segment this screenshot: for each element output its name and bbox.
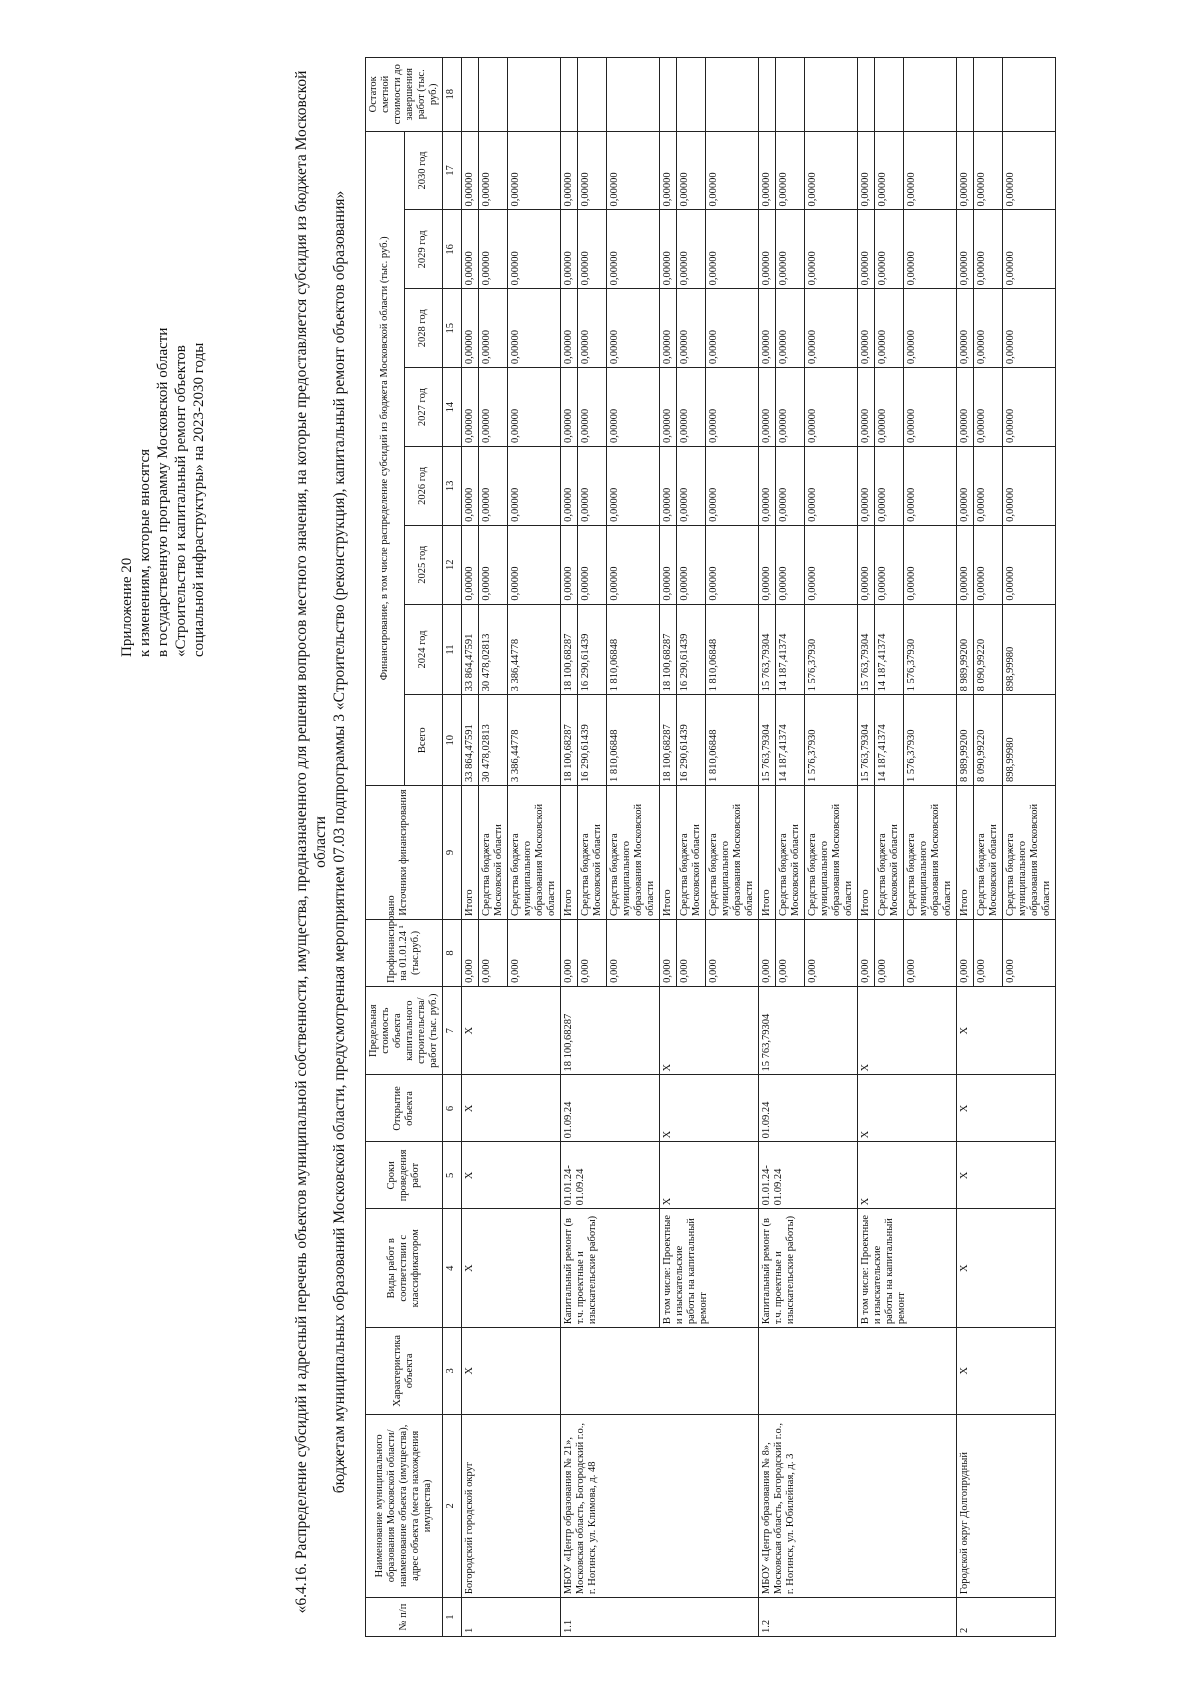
year-value: 0,00000 (904, 289, 957, 368)
funding-source: Средства бюджета Московской области (677, 786, 706, 920)
limit-cost: X (858, 986, 957, 1075)
row-number: 1.2 (759, 1598, 957, 1637)
header-year: 2030 год (404, 131, 443, 210)
year-value: 0,00000 (677, 368, 706, 447)
column-number: 18 (443, 58, 462, 132)
year-value: 0,00000 (904, 446, 957, 525)
remainder-value (957, 58, 974, 132)
year-value: 0,00000 (660, 446, 677, 525)
year-2024-value: 1 576,37930 (805, 604, 858, 695)
total-value: 1 576,37930 (904, 695, 957, 786)
year-value: 0,00000 (706, 525, 759, 604)
year-value: 0,00000 (561, 525, 578, 604)
year-2024-value: 15 763,79304 (759, 604, 776, 695)
year-value: 0,00000 (578, 131, 607, 210)
funding-source: Итого (561, 786, 578, 920)
year-value: 0,00000 (462, 210, 479, 289)
year-value: 0,00000 (858, 289, 875, 368)
funding-source: Средства бюджета муниципального образования Московской области (706, 786, 759, 920)
year-value: 0,00000 (1003, 131, 1056, 210)
document-heading (292, 47, 349, 1637)
year-value: 0,00000 (759, 131, 776, 210)
year-value: 0,00000 (462, 289, 479, 368)
column-number: 2 (443, 1414, 462, 1598)
prefinanced-value: 0,000 (974, 919, 1003, 986)
works-terms: X (858, 1142, 957, 1209)
remainder-value (462, 58, 479, 132)
object-opening: 01.09.24 (759, 1075, 858, 1142)
column-number: 8 (443, 919, 462, 986)
year-value: 0,00000 (479, 525, 508, 604)
prefinanced-value: 0,000 (677, 919, 706, 986)
year-value: 0,00000 (578, 210, 607, 289)
total-value: 16 290,61439 (578, 695, 607, 786)
year-value: 0,00000 (1003, 210, 1056, 289)
header-terms: Сроки проведения работ (366, 1142, 443, 1209)
remainder-value (759, 58, 776, 132)
works-type: В том числе: Проектные и изыскательские работы на капитальный ремонт (858, 1209, 957, 1328)
year-value: 0,00000 (904, 210, 957, 289)
year-2024-value: 16 290,61439 (677, 604, 706, 695)
object-name: Городской округ Долгопрудный (957, 1414, 1056, 1598)
year-value: 0,00000 (776, 525, 805, 604)
prefinanced-value: 0,000 (706, 919, 759, 986)
total-value: 8 090,99220 (974, 695, 1003, 786)
year-value: 0,00000 (1003, 525, 1056, 604)
year-value: 0,00000 (677, 131, 706, 210)
total-value: 8 989,99200 (957, 695, 974, 786)
remainder-value (776, 58, 805, 132)
year-value: 0,00000 (462, 446, 479, 525)
year-value: 0,00000 (805, 525, 858, 604)
appendix-line: социальной инфраструктуры» на 2023-2030 годы (191, 342, 207, 657)
year-2024-value: 30 478,02813 (479, 604, 508, 695)
year-value: 0,00000 (479, 131, 508, 210)
year-value: 0,00000 (706, 368, 759, 447)
column-number: 1 (443, 1598, 462, 1637)
year-value: 0,00000 (776, 131, 805, 210)
row-number: 1 (462, 1598, 561, 1637)
year-value: 0,00000 (974, 131, 1003, 210)
object-opening: X (660, 1075, 759, 1142)
year-value: 0,00000 (607, 446, 660, 525)
remainder-value (805, 58, 858, 132)
year-value: 0,00000 (776, 289, 805, 368)
remainder-value (1003, 58, 1056, 132)
column-number: 6 (443, 1075, 462, 1142)
prefinanced-value: 0,000 (1003, 919, 1056, 986)
year-2024-value: 18 100,68287 (561, 604, 578, 695)
year-value: 0,00000 (805, 210, 858, 289)
year-value: 0,00000 (578, 289, 607, 368)
year-value: 0,00000 (858, 210, 875, 289)
prefinanced-value: 0,000 (479, 919, 508, 986)
header-year: 2027 год (404, 368, 443, 447)
object-opening: X (462, 1075, 561, 1142)
column-number: 4 (443, 1209, 462, 1328)
header-remainder: Остаток сметной стоимости до завершения работ (тыс. руб.) (366, 58, 443, 132)
year-value: 0,00000 (578, 368, 607, 447)
remainder-value (875, 58, 904, 132)
works-type: X (462, 1209, 561, 1328)
year-value: 0,00000 (578, 446, 607, 525)
prefinanced-value: 0,000 (462, 919, 479, 986)
prefinanced-value: 0,000 (776, 919, 805, 986)
remainder-value (508, 58, 561, 132)
table-row (957, 58, 974, 1637)
prefinanced-value: 0,000 (607, 919, 660, 986)
year-value: 0,00000 (706, 446, 759, 525)
year-value: 0,00000 (858, 368, 875, 447)
year-value: 0,00000 (974, 446, 1003, 525)
works-terms: X (462, 1142, 561, 1209)
total-value: 14 187,41374 (875, 695, 904, 786)
remainder-value (660, 58, 677, 132)
year-value: 0,00000 (957, 210, 974, 289)
year-value: 0,00000 (1003, 368, 1056, 447)
year-2024-value: 898,99980 (1003, 604, 1056, 695)
year-value: 0,00000 (759, 525, 776, 604)
remainder-value (706, 58, 759, 132)
total-value: 1 810,06848 (607, 695, 660, 786)
column-number: 9 (443, 786, 462, 920)
year-value: 0,00000 (805, 289, 858, 368)
year-value: 0,00000 (875, 210, 904, 289)
total-value: 15 763,79304 (858, 695, 875, 786)
row-number: 1.1 (561, 1598, 759, 1637)
column-number-row (443, 58, 462, 1637)
heading-line-1: «6.4.16. Распределение субсидий и адресный перечень объектов муниципальной собственности, имущества, предназначенного для решения вопросов местного значения, на которые предоставляется субсидия из бюджета Московской области (293, 70, 329, 1614)
year-value: 0,00000 (660, 131, 677, 210)
year-value: 0,00000 (974, 289, 1003, 368)
prefinanced-value: 0,000 (875, 919, 904, 986)
year-value: 0,00000 (479, 368, 508, 447)
year-2024-value: 14 187,41374 (875, 604, 904, 695)
column-number: 16 (443, 210, 462, 289)
object-name: МБОУ «Центр образования № 8», Московская область, Богородский г.о., г. Ногинск, ул. Юбилейная, д. 3 (759, 1414, 957, 1598)
total-value: 33 864,47591 (462, 695, 479, 786)
limit-cost: X (957, 986, 1056, 1075)
prefinanced-value: 0,000 (858, 919, 875, 986)
object-opening: 01.09.24 (561, 1075, 660, 1142)
limit-cost: X (660, 986, 759, 1075)
year-value: 0,00000 (508, 131, 561, 210)
appendix-line: к изменениям, которые вносятся (137, 448, 153, 657)
total-value: 15 763,79304 (759, 695, 776, 786)
year-2024-value: 8 090,99220 (974, 604, 1003, 695)
funding-source: Итого (759, 786, 776, 920)
works-type: X (957, 1209, 1056, 1328)
year-value: 0,00000 (479, 446, 508, 525)
object-name: Богородский городской округ (462, 1414, 561, 1598)
year-value: 0,00000 (479, 289, 508, 368)
year-value: 0,00000 (904, 525, 957, 604)
year-2024-value: 33 864,47591 (462, 604, 479, 695)
prefinanced-value: 0,000 (561, 919, 578, 986)
year-value: 0,00000 (561, 446, 578, 525)
header-financing: Финансирование, в том числе распределение субсидий из бюджета Московской области (тыс. руб.) (366, 131, 405, 785)
remainder-value (677, 58, 706, 132)
prefinanced-value: 0,000 (805, 919, 858, 986)
year-value: 0,00000 (904, 131, 957, 210)
total-value: 14 187,41374 (776, 695, 805, 786)
object-characteristic (759, 1328, 957, 1414)
year-value: 0,00000 (805, 446, 858, 525)
table-row (462, 58, 479, 1637)
header-works: Виды работ в соответствии с классификатором (366, 1209, 443, 1328)
funding-source: Средства бюджета муниципального образования Московской области (805, 786, 858, 920)
remainder-value (974, 58, 1003, 132)
year-value: 0,00000 (660, 525, 677, 604)
column-number: 14 (443, 368, 462, 447)
funding-source: Итого (660, 786, 677, 920)
table-row (759, 58, 776, 1637)
year-value: 0,00000 (776, 446, 805, 525)
limit-cost: 15 763,79304 (759, 986, 858, 1075)
year-value: 0,00000 (462, 525, 479, 604)
appendix-note (118, 137, 208, 657)
year-value: 0,00000 (677, 525, 706, 604)
year-value: 0,00000 (759, 446, 776, 525)
header-limit-cost: Предельная стоимость объекта капитального строительства/ работ (тыс. руб.) (366, 986, 443, 1075)
year-value: 0,00000 (858, 525, 875, 604)
subsidy-table (365, 57, 1056, 1637)
heading-line-2: бюджетам муниципальных образований Московской области, предусмотренная мероприятием 07.03 подпрограммы 3 «Строительство (реконструкция), капитальный ремонт объектов образования» (331, 190, 348, 1494)
object-characteristic: X (462, 1328, 561, 1414)
column-number: 5 (443, 1142, 462, 1209)
works-terms: 01.01.24-01.09.24 (561, 1142, 660, 1209)
header-year: 2026 год (404, 446, 443, 525)
total-value: 30 478,02813 (479, 695, 508, 786)
works-type: В том числе: Проектные и изыскательские работы на капитальный ремонт (660, 1209, 759, 1328)
appendix-line: «Строительство и капитальный ремонт объектов (173, 345, 189, 657)
year-value: 0,00000 (706, 289, 759, 368)
year-value: 0,00000 (974, 368, 1003, 447)
year-value: 0,00000 (759, 289, 776, 368)
header-prefinanced: Профинансировано на 01.01.24 ¹ (тыс.руб.) (366, 919, 443, 986)
works-terms: X (957, 1142, 1056, 1209)
year-value: 0,00000 (677, 289, 706, 368)
funding-source: Средства бюджета муниципального образования Московской области (1003, 786, 1056, 920)
funding-source: Средства бюджета муниципального образования Московской области (607, 786, 660, 920)
total-value: 3 386,44778 (508, 695, 561, 786)
year-value: 0,00000 (957, 446, 974, 525)
year-value: 0,00000 (776, 210, 805, 289)
year-value: 0,00000 (462, 131, 479, 210)
prefinanced-value: 0,000 (508, 919, 561, 986)
year-value: 0,00000 (974, 210, 1003, 289)
prefinanced-value: 0,000 (660, 919, 677, 986)
year-value: 0,00000 (677, 210, 706, 289)
column-number: 15 (443, 289, 462, 368)
year-2024-value: 1 810,06848 (607, 604, 660, 695)
prefinanced-value: 0,000 (759, 919, 776, 986)
year-2024-value: 1 810,06848 (706, 604, 759, 695)
remainder-value (578, 58, 607, 132)
year-value: 0,00000 (607, 131, 660, 210)
remainder-value (479, 58, 508, 132)
year-value: 0,00000 (508, 525, 561, 604)
header-year: 2029 год (404, 210, 443, 289)
funding-source: Средства бюджета муниципального образования Московской области (508, 786, 561, 920)
prefinanced-value: 0,000 (578, 919, 607, 986)
total-value: 1 810,06848 (706, 695, 759, 786)
remainder-value (858, 58, 875, 132)
funding-source: Средства бюджета Московской области (479, 786, 508, 920)
year-value: 0,00000 (904, 368, 957, 447)
year-value: 0,00000 (957, 289, 974, 368)
works-terms: X (660, 1142, 759, 1209)
header-name: Наименование муниципального образования Московской области/наименование объекта (имущества), адрес объекта (места нахождения имущества) (366, 1414, 443, 1598)
limit-cost: X (462, 986, 561, 1075)
works-type: Капитальный ремонт (в т.ч. проектные и изыскательские работы) (561, 1209, 660, 1328)
total-value: 18 100,68287 (660, 695, 677, 786)
year-2024-value: 8 989,99200 (957, 604, 974, 695)
year-value: 0,00000 (875, 525, 904, 604)
year-value: 0,00000 (974, 525, 1003, 604)
column-number: 3 (443, 1328, 462, 1414)
year-value: 0,00000 (561, 210, 578, 289)
prefinanced-value: 0,000 (904, 919, 957, 986)
total-value: 16 290,61439 (677, 695, 706, 786)
year-value: 0,00000 (957, 131, 974, 210)
year-value: 0,00000 (561, 131, 578, 210)
year-value: 0,00000 (858, 131, 875, 210)
object-name: МБОУ «Центр образования № 21», Московская область, Богородский г.о., г. Ногинск, ул. Климова, д. 48 (561, 1414, 759, 1598)
year-2024-value: 18 100,68287 (660, 604, 677, 695)
year-value: 0,00000 (607, 368, 660, 447)
header-year: 2028 год (404, 289, 443, 368)
appendix-line: Приложение 20 (119, 557, 135, 657)
year-value: 0,00000 (875, 131, 904, 210)
column-number: 17 (443, 131, 462, 210)
header-opening: Открытие объекта (366, 1075, 443, 1142)
header-num: № п/п (366, 1598, 443, 1637)
header-characteristic: Характеристика объекта (366, 1328, 443, 1414)
column-number: 12 (443, 525, 462, 604)
year-value: 0,00000 (607, 289, 660, 368)
year-value: 0,00000 (508, 289, 561, 368)
year-value: 0,00000 (607, 525, 660, 604)
year-value: 0,00000 (759, 210, 776, 289)
remainder-value (607, 58, 660, 132)
year-value: 0,00000 (875, 368, 904, 447)
object-opening: X (957, 1075, 1056, 1142)
year-2024-value: 3 386,44778 (508, 604, 561, 695)
funding-source: Итого (957, 786, 974, 920)
total-value: 898,99980 (1003, 695, 1056, 786)
header-year: 2025 год (404, 525, 443, 604)
funding-source: Средства бюджета Московской области (578, 786, 607, 920)
column-number: 13 (443, 446, 462, 525)
year-value: 0,00000 (578, 525, 607, 604)
year-2024-value: 14 187,41374 (776, 604, 805, 695)
funding-source: Итого (462, 786, 479, 920)
year-value: 0,00000 (479, 210, 508, 289)
object-characteristic: X (957, 1328, 1056, 1414)
remainder-value (904, 58, 957, 132)
year-2024-value: 1 576,37930 (904, 604, 957, 695)
column-number: 10 (443, 695, 462, 786)
year-value: 0,00000 (706, 131, 759, 210)
works-terms: 01.01.24-01.09.24 (759, 1142, 858, 1209)
year-value: 0,00000 (858, 446, 875, 525)
appendix-line: в государственную программу Московской области (155, 327, 171, 657)
year-value: 0,00000 (561, 368, 578, 447)
funding-source: Средства бюджета Московской области (776, 786, 805, 920)
year-value: 0,00000 (508, 446, 561, 525)
year-value: 0,00000 (875, 446, 904, 525)
year-value: 0,00000 (607, 210, 660, 289)
column-number: 11 (443, 604, 462, 695)
table-row (561, 58, 578, 1637)
year-value: 0,00000 (462, 368, 479, 447)
works-type: Капитальный ремонт (в т.ч. проектные и изыскательские работы) (759, 1209, 858, 1328)
prefinanced-value: 0,000 (957, 919, 974, 986)
year-value: 0,00000 (660, 368, 677, 447)
year-value: 0,00000 (805, 368, 858, 447)
year-value: 0,00000 (805, 131, 858, 210)
header-total: Всего (404, 695, 443, 786)
year-value: 0,00000 (660, 289, 677, 368)
object-characteristic (561, 1328, 759, 1414)
year-value: 0,00000 (660, 210, 677, 289)
year-value: 0,00000 (759, 368, 776, 447)
row-number: 2 (957, 1598, 1056, 1637)
column-number: 7 (443, 986, 462, 1075)
year-value: 0,00000 (1003, 289, 1056, 368)
year-value: 0,00000 (561, 289, 578, 368)
funding-source: Итого (858, 786, 875, 920)
funding-source: Средства бюджета муниципального образования Московской области (904, 786, 957, 920)
total-value: 1 576,37930 (805, 695, 858, 786)
limit-cost: 18 100,68287 (561, 986, 660, 1075)
year-value: 0,00000 (776, 368, 805, 447)
header-year: 2024 год (404, 604, 443, 695)
year-value: 0,00000 (875, 289, 904, 368)
year-value: 0,00000 (1003, 446, 1056, 525)
year-2024-value: 16 290,61439 (578, 604, 607, 695)
year-value: 0,00000 (508, 368, 561, 447)
total-value: 18 100,68287 (561, 695, 578, 786)
remainder-value (561, 58, 578, 132)
year-value: 0,00000 (677, 446, 706, 525)
header-sources: Источники финансирования (366, 786, 443, 920)
year-value: 0,00000 (508, 210, 561, 289)
year-value: 0,00000 (957, 368, 974, 447)
year-value: 0,00000 (706, 210, 759, 289)
funding-source: Средства бюджета Московской области (974, 786, 1003, 920)
year-value: 0,00000 (957, 525, 974, 604)
funding-source: Средства бюджета Московской области (875, 786, 904, 920)
object-opening: X (858, 1075, 957, 1142)
year-2024-value: 15 763,79304 (858, 604, 875, 695)
